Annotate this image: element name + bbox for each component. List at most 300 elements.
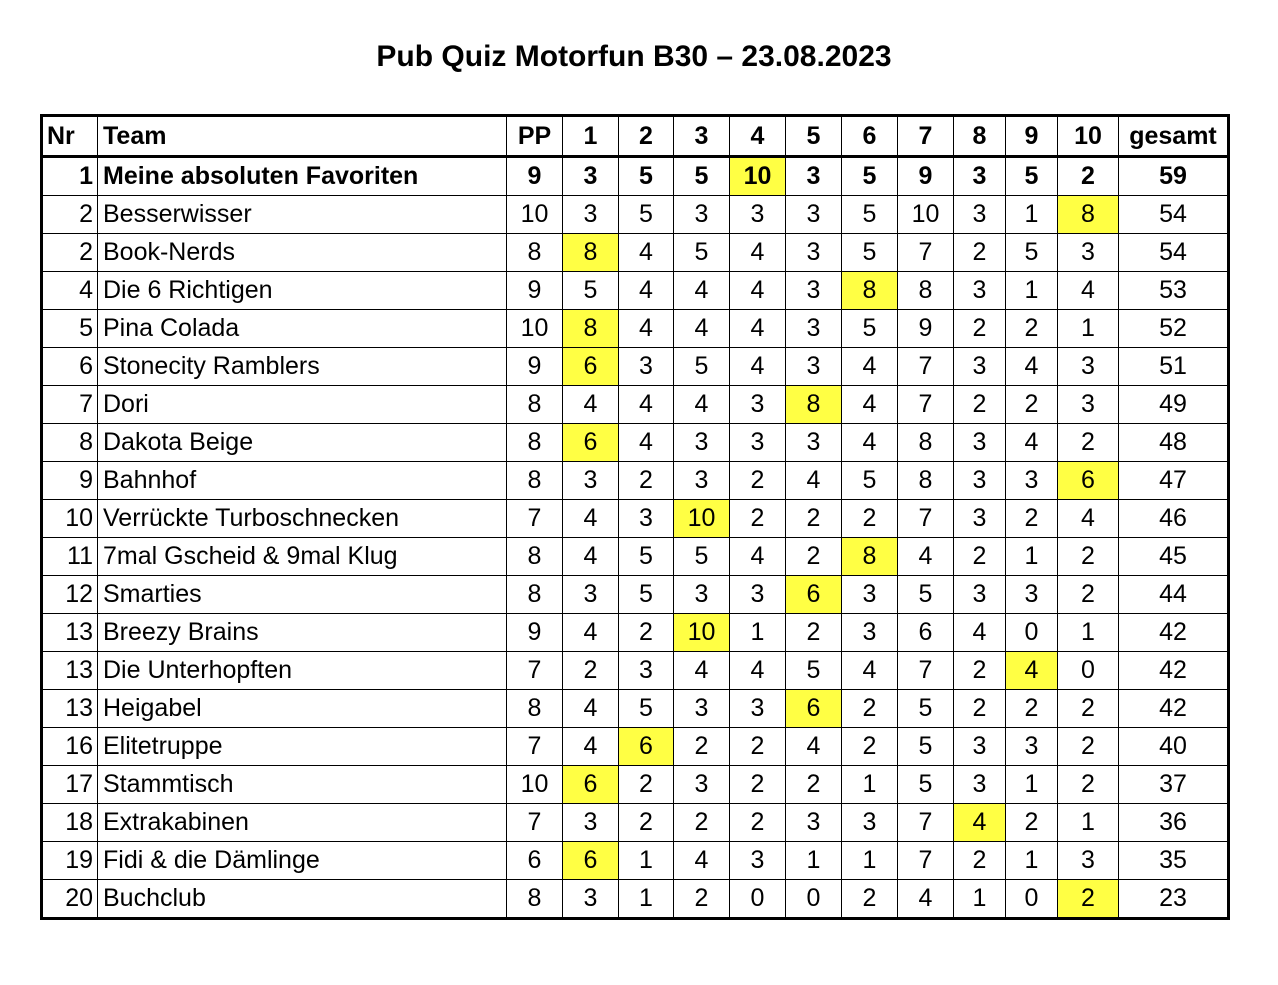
round-score-cell: 4 bbox=[563, 614, 619, 652]
pp-cell: 8 bbox=[507, 690, 563, 728]
rank-cell: 1 bbox=[42, 157, 98, 196]
pp-cell: 10 bbox=[507, 766, 563, 804]
team-name-cell: Buchclub bbox=[98, 880, 507, 919]
round-score-cell: 6 bbox=[898, 614, 954, 652]
column-header: PP bbox=[507, 116, 563, 157]
round-score-cell: 2 bbox=[1006, 386, 1058, 424]
column-header: 8 bbox=[954, 116, 1006, 157]
team-name-cell: Book-Nerds bbox=[98, 234, 507, 272]
round-score-cell: 3 bbox=[674, 196, 730, 234]
rank-cell: 16 bbox=[42, 728, 98, 766]
round-score-cell: 3 bbox=[1006, 728, 1058, 766]
round-score-cell: 2 bbox=[842, 500, 898, 538]
team-name-cell: Besserwisser bbox=[98, 196, 507, 234]
table-row bbox=[42, 538, 1229, 576]
pp-cell: 7 bbox=[507, 652, 563, 690]
round-score-cell: 2 bbox=[954, 386, 1006, 424]
round-score-cell: 3 bbox=[842, 614, 898, 652]
pp-cell: 8 bbox=[507, 880, 563, 919]
round-score-cell: 1 bbox=[1006, 196, 1058, 234]
round-score-cell: 5 bbox=[674, 538, 730, 576]
pp-cell: 7 bbox=[507, 500, 563, 538]
round-score-cell: 2 bbox=[1058, 538, 1119, 576]
total-cell: 54 bbox=[1119, 196, 1229, 234]
pp-cell: 8 bbox=[507, 234, 563, 272]
column-header: Team bbox=[98, 116, 507, 157]
round-score-cell: 3 bbox=[563, 880, 619, 919]
round-score-cell: 3 bbox=[786, 348, 842, 386]
round-score-cell: 5 bbox=[898, 728, 954, 766]
round-score-cell: 0 bbox=[730, 880, 786, 919]
round-score-cell: 3 bbox=[674, 576, 730, 614]
round-score-cell: 8 bbox=[898, 462, 954, 500]
table-row bbox=[42, 348, 1229, 386]
round-score-cell: 7 bbox=[898, 500, 954, 538]
team-name-cell: Pina Colada bbox=[98, 310, 507, 348]
round-score-cell: 5 bbox=[563, 272, 619, 310]
round-score-cell: 3 bbox=[954, 576, 1006, 614]
round-score-cell: 3 bbox=[730, 196, 786, 234]
round-score-cell: 4 bbox=[954, 804, 1006, 842]
pp-cell: 8 bbox=[507, 576, 563, 614]
round-score-cell: 4 bbox=[842, 348, 898, 386]
rank-cell: 13 bbox=[42, 614, 98, 652]
round-score-cell: 6 bbox=[786, 576, 842, 614]
rank-cell: 8 bbox=[42, 424, 98, 462]
column-header: 2 bbox=[619, 116, 674, 157]
round-score-cell: 4 bbox=[730, 652, 786, 690]
round-score-cell: 3 bbox=[954, 348, 1006, 386]
round-score-cell: 3 bbox=[730, 690, 786, 728]
round-score-cell: 4 bbox=[898, 880, 954, 919]
round-score-cell: 2 bbox=[842, 880, 898, 919]
team-name-cell: Fidi & die Dämlinge bbox=[98, 842, 507, 880]
round-score-cell: 3 bbox=[786, 234, 842, 272]
total-cell: 45 bbox=[1119, 538, 1229, 576]
round-score-cell: 5 bbox=[619, 196, 674, 234]
round-score-cell: 3 bbox=[1058, 386, 1119, 424]
round-score-cell: 3 bbox=[674, 690, 730, 728]
total-cell: 23 bbox=[1119, 880, 1229, 919]
round-score-cell: 4 bbox=[563, 538, 619, 576]
team-name-cell: Breezy Brains bbox=[98, 614, 507, 652]
round-score-cell: 7 bbox=[898, 842, 954, 880]
round-score-cell: 8 bbox=[898, 424, 954, 462]
round-score-cell: 3 bbox=[674, 462, 730, 500]
round-score-cell: 3 bbox=[954, 424, 1006, 462]
round-score-cell: 4 bbox=[898, 538, 954, 576]
pp-cell: 9 bbox=[507, 614, 563, 652]
round-score-cell: 7 bbox=[898, 348, 954, 386]
column-header: gesamt bbox=[1119, 116, 1229, 157]
total-cell: 47 bbox=[1119, 462, 1229, 500]
round-score-cell: 9 bbox=[898, 157, 954, 196]
round-score-cell: 4 bbox=[563, 728, 619, 766]
team-name-cell: Stonecity Ramblers bbox=[98, 348, 507, 386]
round-score-cell: 2 bbox=[674, 728, 730, 766]
round-score-cell: 2 bbox=[1006, 500, 1058, 538]
round-score-cell: 3 bbox=[730, 842, 786, 880]
table-row bbox=[42, 842, 1229, 880]
round-score-cell: 6 bbox=[786, 690, 842, 728]
round-score-cell: 6 bbox=[563, 424, 619, 462]
round-score-cell: 2 bbox=[730, 462, 786, 500]
round-score-cell: 3 bbox=[730, 576, 786, 614]
pp-cell: 7 bbox=[507, 804, 563, 842]
rank-cell: 13 bbox=[42, 690, 98, 728]
round-score-cell: 2 bbox=[674, 804, 730, 842]
round-score-cell: 3 bbox=[1006, 576, 1058, 614]
round-score-cell: 2 bbox=[1058, 576, 1119, 614]
round-score-cell: 1 bbox=[1006, 538, 1058, 576]
round-score-cell: 6 bbox=[563, 842, 619, 880]
round-score-cell: 3 bbox=[954, 728, 1006, 766]
table-row bbox=[42, 576, 1229, 614]
round-score-cell: 2 bbox=[954, 234, 1006, 272]
round-score-cell: 3 bbox=[563, 157, 619, 196]
round-score-cell: 2 bbox=[1058, 766, 1119, 804]
team-name-cell: Verrückte Turboschnecken bbox=[98, 500, 507, 538]
round-score-cell: 2 bbox=[619, 462, 674, 500]
total-cell: 37 bbox=[1119, 766, 1229, 804]
rank-cell: 9 bbox=[42, 462, 98, 500]
team-name-cell: Bahnhof bbox=[98, 462, 507, 500]
round-score-cell: 2 bbox=[563, 652, 619, 690]
pp-cell: 7 bbox=[507, 728, 563, 766]
round-score-cell: 2 bbox=[954, 652, 1006, 690]
round-score-cell: 1 bbox=[1058, 310, 1119, 348]
round-score-cell: 2 bbox=[730, 766, 786, 804]
team-name-cell: Dakota Beige bbox=[98, 424, 507, 462]
round-score-cell: 5 bbox=[898, 766, 954, 804]
round-score-cell: 8 bbox=[563, 310, 619, 348]
round-score-cell: 8 bbox=[1058, 196, 1119, 234]
rank-cell: 10 bbox=[42, 500, 98, 538]
round-score-cell: 3 bbox=[563, 462, 619, 500]
round-score-cell: 1 bbox=[842, 842, 898, 880]
results-table bbox=[40, 114, 1230, 920]
team-name-cell: Dori bbox=[98, 386, 507, 424]
total-cell: 40 bbox=[1119, 728, 1229, 766]
round-score-cell: 3 bbox=[842, 576, 898, 614]
team-name-cell: 7mal Gscheid & 9mal Klug bbox=[98, 538, 507, 576]
table-body bbox=[42, 157, 1229, 919]
round-score-cell: 5 bbox=[842, 234, 898, 272]
round-score-cell: 2 bbox=[1058, 424, 1119, 462]
team-name-cell: Stammtisch bbox=[98, 766, 507, 804]
pp-cell: 8 bbox=[507, 424, 563, 462]
round-score-cell: 3 bbox=[1058, 348, 1119, 386]
round-score-cell: 5 bbox=[842, 157, 898, 196]
round-score-cell: 6 bbox=[1058, 462, 1119, 500]
round-score-cell: 2 bbox=[1058, 157, 1119, 196]
total-cell: 49 bbox=[1119, 386, 1229, 424]
round-score-cell: 7 bbox=[898, 234, 954, 272]
round-score-cell: 4 bbox=[842, 424, 898, 462]
round-score-cell: 0 bbox=[1058, 652, 1119, 690]
round-score-cell: 4 bbox=[674, 272, 730, 310]
team-name-cell: Extrakabinen bbox=[98, 804, 507, 842]
round-score-cell: 4 bbox=[730, 234, 786, 272]
rank-cell: 2 bbox=[42, 234, 98, 272]
round-score-cell: 2 bbox=[1006, 804, 1058, 842]
total-cell: 48 bbox=[1119, 424, 1229, 462]
pp-cell: 8 bbox=[507, 386, 563, 424]
round-score-cell: 6 bbox=[619, 728, 674, 766]
round-score-cell: 3 bbox=[619, 500, 674, 538]
round-score-cell: 8 bbox=[842, 272, 898, 310]
round-score-cell: 4 bbox=[730, 272, 786, 310]
round-score-cell: 0 bbox=[1006, 880, 1058, 919]
pp-cell: 9 bbox=[507, 272, 563, 310]
round-score-cell: 1 bbox=[730, 614, 786, 652]
round-score-cell: 0 bbox=[1006, 614, 1058, 652]
team-name-cell: Smarties bbox=[98, 576, 507, 614]
round-score-cell: 2 bbox=[1006, 690, 1058, 728]
table-row bbox=[42, 766, 1229, 804]
round-score-cell: 8 bbox=[898, 272, 954, 310]
round-score-cell: 2 bbox=[730, 500, 786, 538]
rank-cell: 12 bbox=[42, 576, 98, 614]
round-score-cell: 3 bbox=[786, 272, 842, 310]
round-score-cell: 3 bbox=[954, 196, 1006, 234]
pp-cell: 9 bbox=[507, 157, 563, 196]
round-score-cell: 4 bbox=[730, 348, 786, 386]
round-score-cell: 5 bbox=[674, 234, 730, 272]
round-score-cell: 3 bbox=[954, 462, 1006, 500]
round-score-cell: 7 bbox=[898, 804, 954, 842]
table-row bbox=[42, 272, 1229, 310]
round-score-cell: 5 bbox=[842, 310, 898, 348]
round-score-cell: 1 bbox=[786, 842, 842, 880]
round-score-cell: 3 bbox=[674, 424, 730, 462]
team-name-cell: Die Unterhopften bbox=[98, 652, 507, 690]
round-score-cell: 5 bbox=[786, 652, 842, 690]
round-score-cell: 5 bbox=[1006, 234, 1058, 272]
round-score-cell: 4 bbox=[786, 462, 842, 500]
round-score-cell: 3 bbox=[1006, 462, 1058, 500]
rank-cell: 11 bbox=[42, 538, 98, 576]
round-score-cell: 7 bbox=[898, 652, 954, 690]
total-cell: 51 bbox=[1119, 348, 1229, 386]
pp-cell: 8 bbox=[507, 538, 563, 576]
team-name-cell: Elitetruppe bbox=[98, 728, 507, 766]
round-score-cell: 3 bbox=[954, 272, 1006, 310]
round-score-cell: 3 bbox=[619, 348, 674, 386]
team-name-cell: Heigabel bbox=[98, 690, 507, 728]
table-row bbox=[42, 386, 1229, 424]
rank-cell: 6 bbox=[42, 348, 98, 386]
round-score-cell: 4 bbox=[1006, 424, 1058, 462]
round-score-cell: 3 bbox=[786, 157, 842, 196]
column-header: Nr bbox=[42, 116, 98, 157]
rank-cell: 13 bbox=[42, 652, 98, 690]
round-score-cell: 3 bbox=[563, 196, 619, 234]
round-score-cell: 1 bbox=[1058, 614, 1119, 652]
page-title: Pub Quiz Motorfun B30 – 23.08.2023 bbox=[376, 40, 892, 73]
column-header: 10 bbox=[1058, 116, 1119, 157]
pp-cell: 9 bbox=[507, 348, 563, 386]
rank-cell: 19 bbox=[42, 842, 98, 880]
round-score-cell: 2 bbox=[954, 310, 1006, 348]
rank-cell: 7 bbox=[42, 386, 98, 424]
round-score-cell: 2 bbox=[1006, 310, 1058, 348]
round-score-cell: 4 bbox=[1006, 348, 1058, 386]
round-score-cell: 3 bbox=[786, 310, 842, 348]
round-score-cell: 10 bbox=[898, 196, 954, 234]
round-score-cell: 4 bbox=[842, 652, 898, 690]
round-score-cell: 1 bbox=[1058, 804, 1119, 842]
round-score-cell: 5 bbox=[674, 348, 730, 386]
round-score-cell: 1 bbox=[619, 842, 674, 880]
header-row bbox=[42, 116, 1229, 157]
rank-cell: 18 bbox=[42, 804, 98, 842]
round-score-cell: 2 bbox=[1058, 728, 1119, 766]
round-score-cell: 3 bbox=[730, 424, 786, 462]
round-score-cell: 8 bbox=[786, 386, 842, 424]
round-score-cell: 5 bbox=[619, 538, 674, 576]
column-header: 4 bbox=[730, 116, 786, 157]
round-score-cell: 5 bbox=[842, 196, 898, 234]
round-score-cell: 4 bbox=[563, 386, 619, 424]
total-cell: 53 bbox=[1119, 272, 1229, 310]
total-cell: 42 bbox=[1119, 690, 1229, 728]
round-score-cell: 2 bbox=[786, 500, 842, 538]
round-score-cell: 2 bbox=[730, 728, 786, 766]
round-score-cell: 2 bbox=[954, 690, 1006, 728]
rank-cell: 20 bbox=[42, 880, 98, 919]
round-score-cell: 7 bbox=[898, 386, 954, 424]
round-score-cell: 5 bbox=[619, 576, 674, 614]
round-score-cell: 2 bbox=[954, 538, 1006, 576]
round-score-cell: 1 bbox=[842, 766, 898, 804]
round-score-cell: 2 bbox=[786, 538, 842, 576]
table-row bbox=[42, 196, 1229, 234]
round-score-cell: 10 bbox=[730, 157, 786, 196]
round-score-cell: 3 bbox=[563, 804, 619, 842]
round-score-cell: 3 bbox=[786, 424, 842, 462]
round-score-cell: 2 bbox=[786, 614, 842, 652]
round-score-cell: 4 bbox=[619, 310, 674, 348]
total-cell: 44 bbox=[1119, 576, 1229, 614]
rank-cell: 4 bbox=[42, 272, 98, 310]
round-score-cell: 3 bbox=[1058, 842, 1119, 880]
round-score-cell: 2 bbox=[674, 880, 730, 919]
table-row bbox=[42, 310, 1229, 348]
column-header: 6 bbox=[842, 116, 898, 157]
round-score-cell: 4 bbox=[954, 614, 1006, 652]
column-header: 3 bbox=[674, 116, 730, 157]
total-cell: 42 bbox=[1119, 614, 1229, 652]
round-score-cell: 2 bbox=[842, 728, 898, 766]
round-score-cell: 3 bbox=[954, 766, 1006, 804]
rank-cell: 17 bbox=[42, 766, 98, 804]
round-score-cell: 3 bbox=[619, 652, 674, 690]
round-score-cell: 2 bbox=[619, 804, 674, 842]
round-score-cell: 6 bbox=[563, 766, 619, 804]
round-score-cell: 5 bbox=[674, 157, 730, 196]
table-row bbox=[42, 652, 1229, 690]
round-score-cell: 5 bbox=[619, 690, 674, 728]
total-cell: 52 bbox=[1119, 310, 1229, 348]
total-cell: 36 bbox=[1119, 804, 1229, 842]
round-score-cell: 1 bbox=[1006, 766, 1058, 804]
table-row bbox=[42, 234, 1229, 272]
round-score-cell: 1 bbox=[1006, 272, 1058, 310]
round-score-cell: 3 bbox=[786, 196, 842, 234]
pp-cell: 6 bbox=[507, 842, 563, 880]
round-score-cell: 2 bbox=[1058, 690, 1119, 728]
round-score-cell: 4 bbox=[619, 234, 674, 272]
team-name-cell: Die 6 Richtigen bbox=[98, 272, 507, 310]
table-row bbox=[42, 500, 1229, 538]
round-score-cell: 3 bbox=[954, 500, 1006, 538]
round-score-cell: 8 bbox=[842, 538, 898, 576]
total-cell: 35 bbox=[1119, 842, 1229, 880]
column-header: 7 bbox=[898, 116, 954, 157]
round-score-cell: 3 bbox=[786, 804, 842, 842]
round-score-cell: 4 bbox=[674, 842, 730, 880]
round-score-cell: 5 bbox=[619, 157, 674, 196]
round-score-cell: 4 bbox=[674, 386, 730, 424]
total-cell: 59 bbox=[1119, 157, 1229, 196]
round-score-cell: 5 bbox=[898, 576, 954, 614]
team-name-cell: Meine absoluten Favoriten bbox=[98, 157, 507, 196]
table-row bbox=[42, 690, 1229, 728]
table-row bbox=[42, 424, 1229, 462]
round-score-cell: 10 bbox=[674, 500, 730, 538]
table-row bbox=[42, 462, 1229, 500]
column-header: 9 bbox=[1006, 116, 1058, 157]
round-score-cell: 1 bbox=[619, 880, 674, 919]
round-score-cell: 5 bbox=[898, 690, 954, 728]
round-score-cell: 4 bbox=[730, 538, 786, 576]
pp-cell: 10 bbox=[507, 196, 563, 234]
round-score-cell: 4 bbox=[786, 728, 842, 766]
round-score-cell: 4 bbox=[619, 386, 674, 424]
round-score-cell: 3 bbox=[730, 386, 786, 424]
round-score-cell: 4 bbox=[1058, 272, 1119, 310]
column-header: 1 bbox=[563, 116, 619, 157]
round-score-cell: 4 bbox=[1058, 500, 1119, 538]
round-score-cell: 3 bbox=[563, 576, 619, 614]
total-cell: 54 bbox=[1119, 234, 1229, 272]
round-score-cell: 9 bbox=[898, 310, 954, 348]
round-score-cell: 2 bbox=[954, 842, 1006, 880]
round-score-cell: 4 bbox=[674, 310, 730, 348]
round-score-cell: 2 bbox=[786, 766, 842, 804]
round-score-cell: 4 bbox=[730, 310, 786, 348]
round-score-cell: 2 bbox=[1058, 880, 1119, 919]
round-score-cell: 3 bbox=[1058, 234, 1119, 272]
round-score-cell: 2 bbox=[730, 804, 786, 842]
round-score-cell: 6 bbox=[563, 348, 619, 386]
round-score-cell: 2 bbox=[842, 690, 898, 728]
round-score-cell: 1 bbox=[954, 880, 1006, 919]
table-row bbox=[42, 880, 1229, 919]
column-header: 5 bbox=[786, 116, 842, 157]
round-score-cell: 10 bbox=[674, 614, 730, 652]
round-score-cell: 3 bbox=[954, 157, 1006, 196]
round-score-cell: 4 bbox=[563, 690, 619, 728]
round-score-cell: 3 bbox=[674, 766, 730, 804]
table-row bbox=[42, 728, 1229, 766]
round-score-cell: 2 bbox=[619, 766, 674, 804]
round-score-cell: 4 bbox=[1006, 652, 1058, 690]
table-row bbox=[42, 804, 1229, 842]
round-score-cell: 2 bbox=[619, 614, 674, 652]
round-score-cell: 0 bbox=[786, 880, 842, 919]
